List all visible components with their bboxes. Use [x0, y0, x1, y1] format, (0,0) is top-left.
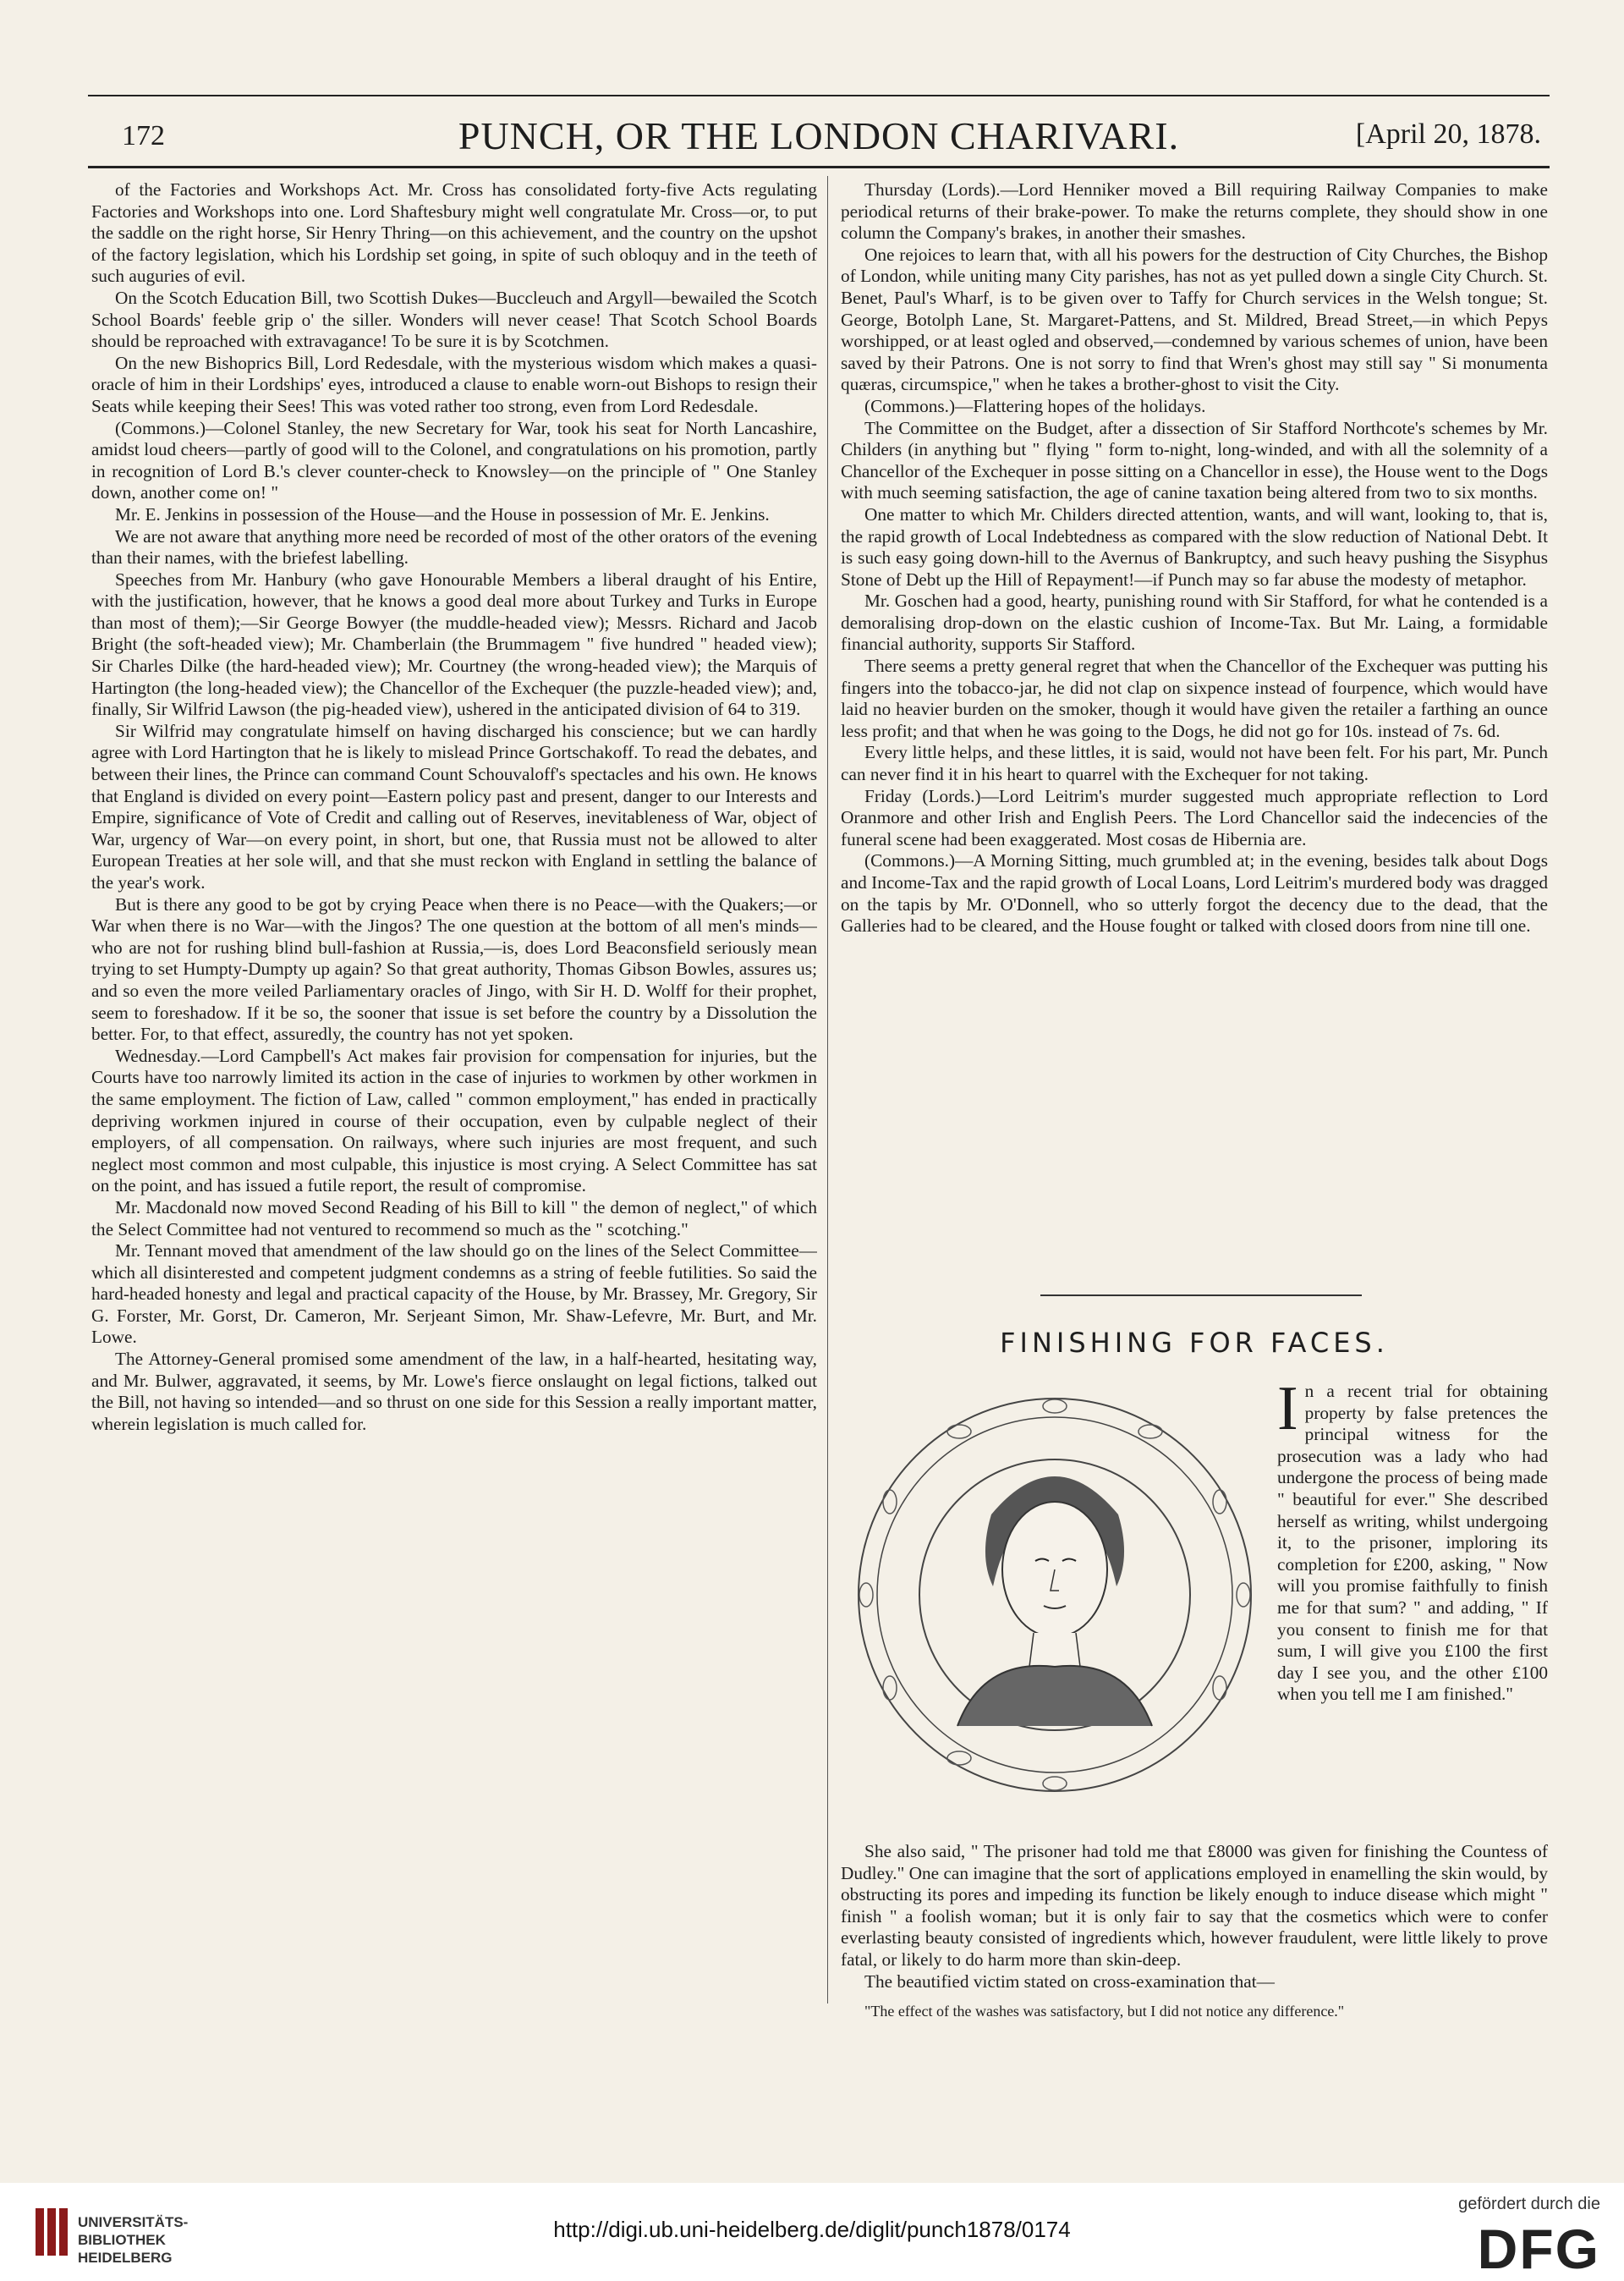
footer-bar — [0, 2183, 1624, 2280]
funded-by-label: gefördert durch die — [1458, 2195, 1600, 2213]
left-column — [91, 179, 817, 1998]
paragraph: Speeches from Mr. Hanbury (who gave Honourable Members a liberal draught of his Entire, with the justification, however, that he knows a good deal more about Turkey and Turks in Europe than most of them);—Sir George Bowyer (the muddle-headed view); Messrs. Richard and Jacob Bright (the soft-headed view); Mr. Chamberlain (the Brummagem " five hundred " headed view); Sir Charles Dilke (the hard-headed view); Mr. Courtney (the wrong-headed view); the Marquis of Hartington (the long-headed view); the Chancellor of the Exchequer (the puzzle-headed view); and, finally, Sir Wilfrid Lawson (the pig-headed view), ushered in the anticipated division of 64 to 319. — [91, 569, 817, 720]
paragraph: But is there any good to be got by crying Peace when there is no Peace—with the Quakers;—or War when there is no War—with the Jingos? The one question at the bottom of all men's minds—who are not for rushing blind bull-fashion at Russia,—is, does Lord Beaconsfield seriously mean trying to set Humpty-Dumpty up again? So that great authority, Thomas Gibson Bowles, assures us; and so even the more veiled Parliamentary oracles of Jingo, with Sir H. D. Wolff for their prophet, seem to foreshadow. If it be so, the sooner that issue is set before the country by a Dissolution the better. For, to that effect, assuredly, the country has not yet spoken. — [91, 893, 817, 1045]
article-quote: "The effect of the washes was satisfactory, but I did not notice any difference." — [864, 2003, 1345, 2020]
portrait-illustration — [848, 1388, 1262, 1802]
publication-title: PUNCH, OR THE LONDON CHARIVARI. — [458, 114, 1180, 157]
paragraph: Wednesday.—Lord Campbell's Act makes fair provision for compensation for injuries, but the Courts have too narrowly limited its action in the case of injuries to workmen by other workmen in the same employment. The fiction of Law, called " common employment," has ended in practically depriving workmen injured in course of their occupation, even by culpable neglect of their employers, of all compensation. On railways, where such injuries are most frequent, and such neglect most common and most culpable, this injustice is most crying. A Select Committee has sat on the point, and has issued a futile report, the result of compromise. — [91, 1045, 817, 1196]
paragraph: of the Factories and Workshops Act. Mr. Cross has consolidated forty-five Acts regulating Factories and Workshops into one. Lord Shaftesbury might well congratulate Mr. Cross—or, to put the saddle on the right horse, Sir Henry Thring—on this achievement, and the country on the upshot of the factory legislation, which his Lordship set going, in spite of such obloquy and in the teeth of such auguries of evil. — [91, 179, 817, 287]
issue-date: [April 20, 1878. — [1355, 118, 1541, 150]
paragraph: On the new Bishoprics Bill, Lord Redesdale, with the mysterious wisdom which makes a quasi-oracle of him in their Lordships' eyes, introduced a clause to enable worn-out Bishops to resign their Seats while keeping their Sees! This was voted rather too strong, even from Lord Redesdale. — [91, 352, 817, 416]
paragraph: (Commons.)—A Morning Sitting, much grumbled at; in the evening, besides talk about Dogs and Income-Tax and the rapid growth of Local Loans, Lord Leitrim's murdered body was dragged on the tapis by Mr. O'Donnell, who so utterly forgot the decency due to the dead, that the Galleries had to be cleared, and the House fought or talked with closed doors from nine till one. — [841, 850, 1548, 937]
paragraph: Every little helps, and these littles, it is said, would not have been felt. For his part, Mr. Punch can never find it in his heart to quarrel with the Exchequer for not taking. — [841, 742, 1548, 785]
paragraph: The Committee on the Budget, after a dissection of Sir Stafford Northcote's schemes by Mr. Childers (in anything but " flying " form to-night, long-winded, and with all the solemnity of a Chancellor of the Exchequer in posse sitting on a Chancellor in esse), the House went to the Dogs with much seeming satisfaction, the age of canine taxation being altered from two to six months. — [841, 417, 1548, 503]
article-separator — [1040, 1294, 1362, 1296]
paragraph: (Commons.)—Flattering hopes of the holidays. — [864, 395, 1206, 416]
paragraph: Thursday (Lords).—Lord Henniker moved a Bill requiring Railway Companies to make periodical returns of their brake-power. To make the returns complete, they should show in one column the Company's brakes, in another their smashes. — [841, 179, 1548, 244]
institution-name: UNIVERSITÄTS- BIBLIOTHEK HEIDELBERG — [78, 2214, 189, 2266]
column-divider — [827, 176, 828, 2003]
page-header — [88, 95, 1550, 168]
paragraph: One rejoices to learn that, with all his powers for the destruction of City Churches, the Bishop of London, while uniting many City parishes, has not as yet pulled down a single City Church. St. Benet, Paul's Wharf, is to be given over to Taffy for Church services in the Welsh tongue; St. George, Botolph Lane, St. Margaret-Pattens, and St. Mildred, Bread Street,—in which Pepys worshipped, or at least ogled and observed,—condemned by various schemes of union, have been saved by their Patrons. One is not sorry to find that Wren's ghost may still say " Si monumenta quæras, circumspice," when he takes a brother-ghost to visit the City. — [841, 244, 1548, 395]
paragraph: The Attorney-General promised some amendment of the law, in a half-hearted, hesitating way, and Mr. Bulwer, aggravated, it seems, by Mr. Lowe's fierce onslaught on legal fictions, talked out the Bill, not having so intended—and so thrust on one side for this Session a really important matter, wherein legislation is much called for. — [91, 1349, 817, 1434]
paragraph: On the Scotch Education Bill, two Scottish Dukes—Buccleuch and Argyll—bewailed the Scotch School Boards' feeble grip o' the siller. Wonders will never cease! That Scotch School Boards should be reproached with extravagance! To be sure it is by Scotchmen. — [91, 287, 817, 352]
paragraph: Sir Wilfrid may congratulate himself on having discharged his conscience; but we can hardly agree with Lord Hartington that he is likely to mislead Prince Gortschakoff. To read the debates, and between their lines, the Prince can command Count Schouvaloff's spectacles and his own. He knows that England is divided on every point—Eastern policy past and present, danger to our Interests and Empire, significance of Vote of Credit and calling out of Reserves, inevitableness of War, object of War, urgency of War—on every point, in short, but one, that Russia must not be allowed to alter European Treaties at her sole will, and that she must reckon with England in settling the balance of the year's work. — [91, 720, 817, 893]
paragraph: Mr. Tennant moved that amendment of the law should go on the lines of the Select Committee—which all disinterested and competent judgment condemns as a string of feeble futilities. So said the hard-headed honesty and legal and practical capacity of the House, by Mr. Brassey, Mr. Gregory, Sir G. Forster, Mr. Gorst, Dr. Cameron, Mr. Serjeant Simon, Mr. Shaw-Lefevre, Mr. Burt, and Mr. Lowe. — [91, 1240, 817, 1348]
paragraph: Mr. E. Jenkins in possession of the House—and the House in possession of Mr. E. Jenkins. — [115, 503, 770, 525]
paragraph: She also said, " The prisoner had told me that £8000 was given for finishing the Countess of Dudley." One can imagine that the sort of applications employed in enamelling the skin would, by obstructing its pores and impeding its function be likely enough to induce disease which might " finish " a foolish woman; but it is only fair to say that the cosmetics which were to confer everlasting beauty consisted of ingredients which, however fraudulent, were little likely to prove fatal, or likely to do harm more than skin-deep. — [841, 1841, 1548, 1970]
drop-cap: I — [1277, 1381, 1298, 1443]
paragraph: (Commons.)—Colonel Stanley, the new Secretary for War, took his seat for North Lancashire, amidst loud cheers—partly of good will to the Colonel, and congratulations on his promotion, partly in recognition of Lord B.'s clever counter-check to Knowsley—on the principle of " One Stanley down, another come on! " — [91, 417, 817, 503]
paragraph: The beautified victim stated on cross-examination that— — [864, 1970, 1275, 1992]
article-intro — [1277, 1381, 1548, 1838]
dfg-logo: DFG — [1477, 2218, 1600, 2280]
article-body — [841, 1841, 1548, 2002]
paragraph: Mr. Goschen had a good, hearty, punishing round with Sir Stafford, for what he contended is a demoralising drop-down on the elastic cushion of Income-Tax. But Mr. Laing, a formidable financial authority, supports Sir Stafford. — [841, 591, 1548, 655]
paragraph: There seems a pretty general regret that when the Chancellor of the Exchequer was putting his fingers into the tobacco-jar, he did not clap on sixpence instead of fourpence, which would have laid no heavier burden on the smoker, though it would have given the retailer a farthing an ounce less profit; and that when he was going to the Dogs, he did not go for 10s. instead of 7s. 6d. — [841, 656, 1548, 741]
article-intro-text: n a recent trial for obtaining property by false pretences the principal witness for the prosecution was a lady who had undergone the process of being made " beautiful for ever." She described herself as writing, whilst undergoing it, to the prisoner, imploring its completion for £200, asking, " Now will you promise faithfully to finish me for that sum? " and adding, " If you consent to finish me for that sum, I will give you £100 the first day I see you, and the other £100 when you tell me I am finished." — [1277, 1381, 1548, 1705]
page-number: 172 — [122, 120, 165, 151]
article-title: FINISHING FOR FACES. — [1000, 1327, 1389, 1359]
paragraph: Friday (Lords.)—Lord Leitrim's murder suggested much appropriate reflection to Lord Oranmore and other Irish and English Peers. The Lord Chancellor said the indecencies of the funeral scene had been exaggerated. Most cosas de Hibernia are. — [841, 785, 1548, 849]
paragraph: One matter to which Mr. Childers directed attention, wants, and will want, looking to, that is, the rapid growth of Local Indebtedness as compared with the slow reduction of National Debt. It is such easy going down-hill to the Avernus of Bankruptcy, and such heavy pushing the Sisyphus Stone of Debt up the Hill of Repayment!—if Punch may so far abuse the modesty of metaphor. — [841, 503, 1548, 590]
paragraph: We are not aware that anything more need be recorded of most of the other orators of the evening than their names, with the briefest labelling. — [91, 525, 817, 569]
paragraph: Mr. Macdonald now moved Second Reading of his Bill to kill " the demon of neglect," of which the Select Committee had not ventured to recommend so much as the " scotching." — [91, 1196, 817, 1239]
permalink-url[interactable]: http://digi.ub.uni-heidelberg.de/diglit/punch1878/0174 — [553, 2217, 1071, 2242]
right-column — [841, 179, 1548, 1288]
